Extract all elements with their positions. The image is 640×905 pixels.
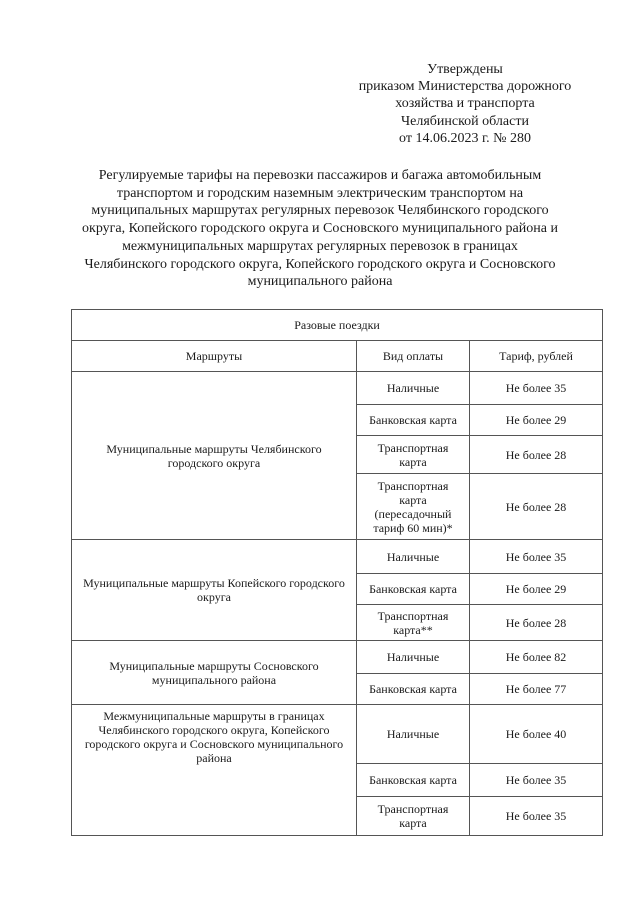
fare-cell: Не более 35 xyxy=(470,372,603,405)
route-line: городского округа xyxy=(167,455,261,470)
fare-cell: Не более 35 xyxy=(470,797,603,836)
route-cell xyxy=(72,705,357,836)
title-line: муниципальных маршрутах регулярных перевозок Челябинского городского xyxy=(91,203,549,219)
payment-cell xyxy=(357,474,470,540)
payment-cell xyxy=(357,405,470,436)
route-line: Муниципальные маршруты Сосновского xyxy=(109,658,319,673)
payment-line: Банковская карта xyxy=(369,773,457,787)
payment-cell xyxy=(357,372,470,405)
payment-line: Наличные xyxy=(386,727,440,741)
table-row xyxy=(72,641,603,674)
section-header: Разовые поездки xyxy=(72,310,603,341)
fare-cell: Не более 77 xyxy=(470,674,603,705)
approval-line: Утверждены xyxy=(427,62,503,77)
route-line: Муниципальные маршруты Копейского городского xyxy=(83,576,345,590)
fare-cell: Не более 35 xyxy=(470,540,603,574)
payment-cell xyxy=(357,797,470,836)
title-line: Челябинского городского округа, Копейского городского округа и Сосновского xyxy=(84,256,556,272)
payment-cell xyxy=(357,641,470,674)
approval-block xyxy=(340,61,590,147)
payment-line: карта xyxy=(399,816,427,830)
route-cell xyxy=(72,641,357,705)
route-line: района xyxy=(196,751,232,765)
title-line: округа, Копейского городского округа и Сосновского муниципального района и xyxy=(82,221,558,237)
payment-line: Транспортная xyxy=(377,608,449,623)
tariff-table xyxy=(71,309,603,836)
header-routes: Маршруты xyxy=(72,341,357,372)
route-line: Межмуниципальные маршруты в границах xyxy=(103,709,325,723)
header-fare: Тариф, рублей xyxy=(470,341,603,372)
route-line: округа xyxy=(197,590,231,604)
payment-line: Транспортная xyxy=(377,802,449,816)
route-line: муниципального района xyxy=(151,672,277,687)
fare-cell: Не более 28 xyxy=(470,474,603,540)
document-title xyxy=(40,167,600,291)
payment-line: Наличные xyxy=(386,549,440,564)
payment-line: Транспортная xyxy=(377,440,449,455)
payment-line: Банковская карта xyxy=(369,582,457,596)
fare-cell: Не более 82 xyxy=(470,641,603,674)
payment-line: карта xyxy=(399,454,427,469)
payment-cell xyxy=(357,436,470,474)
table-row xyxy=(72,540,603,574)
header-payment-type: Вид оплаты xyxy=(357,341,470,372)
title-line: транспортом и городским наземным электрическим транспортом на xyxy=(116,185,524,201)
payment-cell xyxy=(357,574,470,605)
column-header-row xyxy=(72,341,603,372)
route-line: Муниципальные маршруты Челябинского xyxy=(106,441,322,456)
approval-line: хозяйства и транспорта xyxy=(395,96,535,112)
approval-line: от 14.06.2023 г. № 280 xyxy=(399,130,531,146)
section-header-row xyxy=(72,310,603,341)
payment-line: Банковская карта xyxy=(369,682,457,696)
table-row xyxy=(72,372,603,405)
payment-line: карта** xyxy=(393,622,433,637)
fare-cell: Не более 29 xyxy=(470,574,603,605)
fare-cell: Не более 29 xyxy=(470,405,603,436)
route-cell xyxy=(72,372,357,540)
fare-cell: Не более 40 xyxy=(470,705,603,764)
route-cell xyxy=(72,540,357,641)
fare-cell: Не более 28 xyxy=(470,605,603,641)
payment-cell xyxy=(357,764,470,797)
payment-cell xyxy=(357,540,470,574)
title-line: Регулируемые тарифы на перевозки пассажиров и багажа автомобильным xyxy=(98,168,542,183)
route-line: Челябинского городского округа, Копейского xyxy=(98,723,330,737)
table-row xyxy=(72,705,603,764)
payment-line: Наличные xyxy=(386,650,440,664)
fare-cell: Не более 28 xyxy=(470,436,603,474)
payment-line: Транспортная xyxy=(377,478,449,493)
fare-cell: Не более 35 xyxy=(470,764,603,797)
route-line: городского округа и Сосновского муниципального xyxy=(84,737,344,751)
payment-line: тариф 60 мин)* xyxy=(373,520,453,535)
payment-line: карта xyxy=(399,492,427,507)
payment-cell xyxy=(357,674,470,705)
approval-line: Челябинской области xyxy=(401,113,529,129)
payment-line: Банковская карта xyxy=(369,413,457,427)
payment-line: Наличные xyxy=(386,381,440,395)
payment-line: (пересадочный xyxy=(374,506,452,521)
title-line: межмуниципальных маршрутах регулярных перевозок в границах xyxy=(122,238,518,254)
payment-cell xyxy=(357,705,470,764)
approval-line: приказом Министерства дорожного xyxy=(358,79,572,95)
title-line: муниципального района xyxy=(247,274,393,290)
payment-cell xyxy=(357,605,470,641)
